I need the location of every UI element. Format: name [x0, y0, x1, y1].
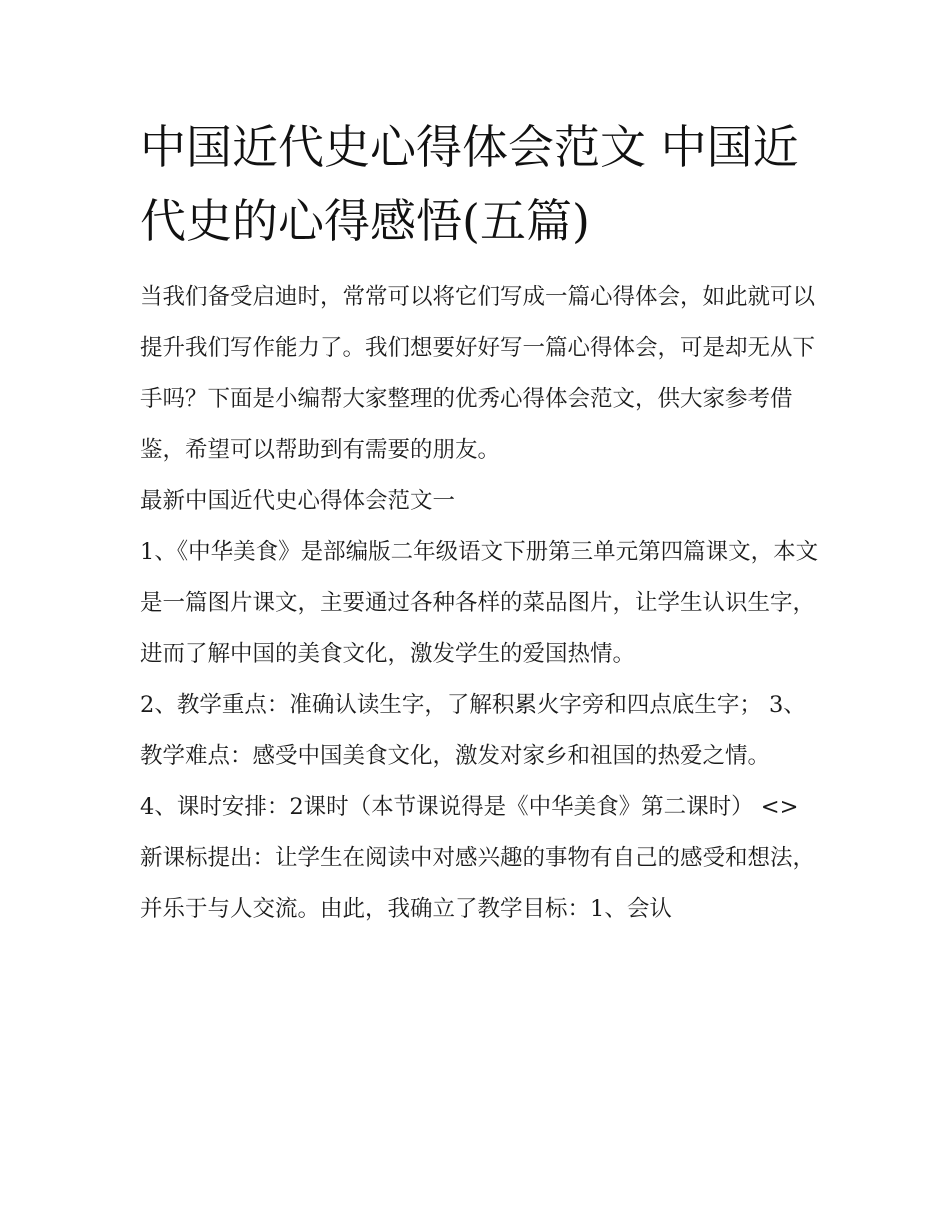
document-title: 中国近代史心得体会范文 中国近代史的心得感悟(五篇)	[140, 120, 799, 248]
section-heading: 最新中国近代史心得体会范文一	[140, 488, 456, 514]
body-paragraph: 2、教学重点：准确认读生字，了解积累火字旁和四点底生字； 3、教学难点：感受中国美食文化，激发对家乡和祖国的热爱之情。	[140, 692, 806, 769]
intro-paragraph: 当我们备受启迪时，常常可以将它们写成一篇心得体会，如此就可以提升我们写作能力了。我们想要好好写一篇心得体会，可是却无从下手吗？下面是小编帮大家整理的优秀心得体会范文，供大家参考借鉴，希望可以帮助到有需要的朋友。	[140, 284, 816, 463]
body-paragraph: 新课标提出：让学生在阅读中对感兴趣的事物有自己的感受和想法，并乐于与人交流。由此，我确立了教学目标：1、会认	[140, 845, 816, 922]
document-body	[140, 272, 820, 935]
body-paragraph: 1、《中华美食》是部编版二年级语文下册第三单元第四篇课文，本文是一篇图片课文，主要通过各种各样的菜品图片，让学生认识生字，进而了解中国的美食文化，激发学生的爱国热情。	[140, 539, 819, 667]
document-content	[140, 110, 820, 935]
body-paragraph: 4、课时安排：2课时（本节课说得是《中华美食》第二课时） <>	[140, 794, 799, 820]
